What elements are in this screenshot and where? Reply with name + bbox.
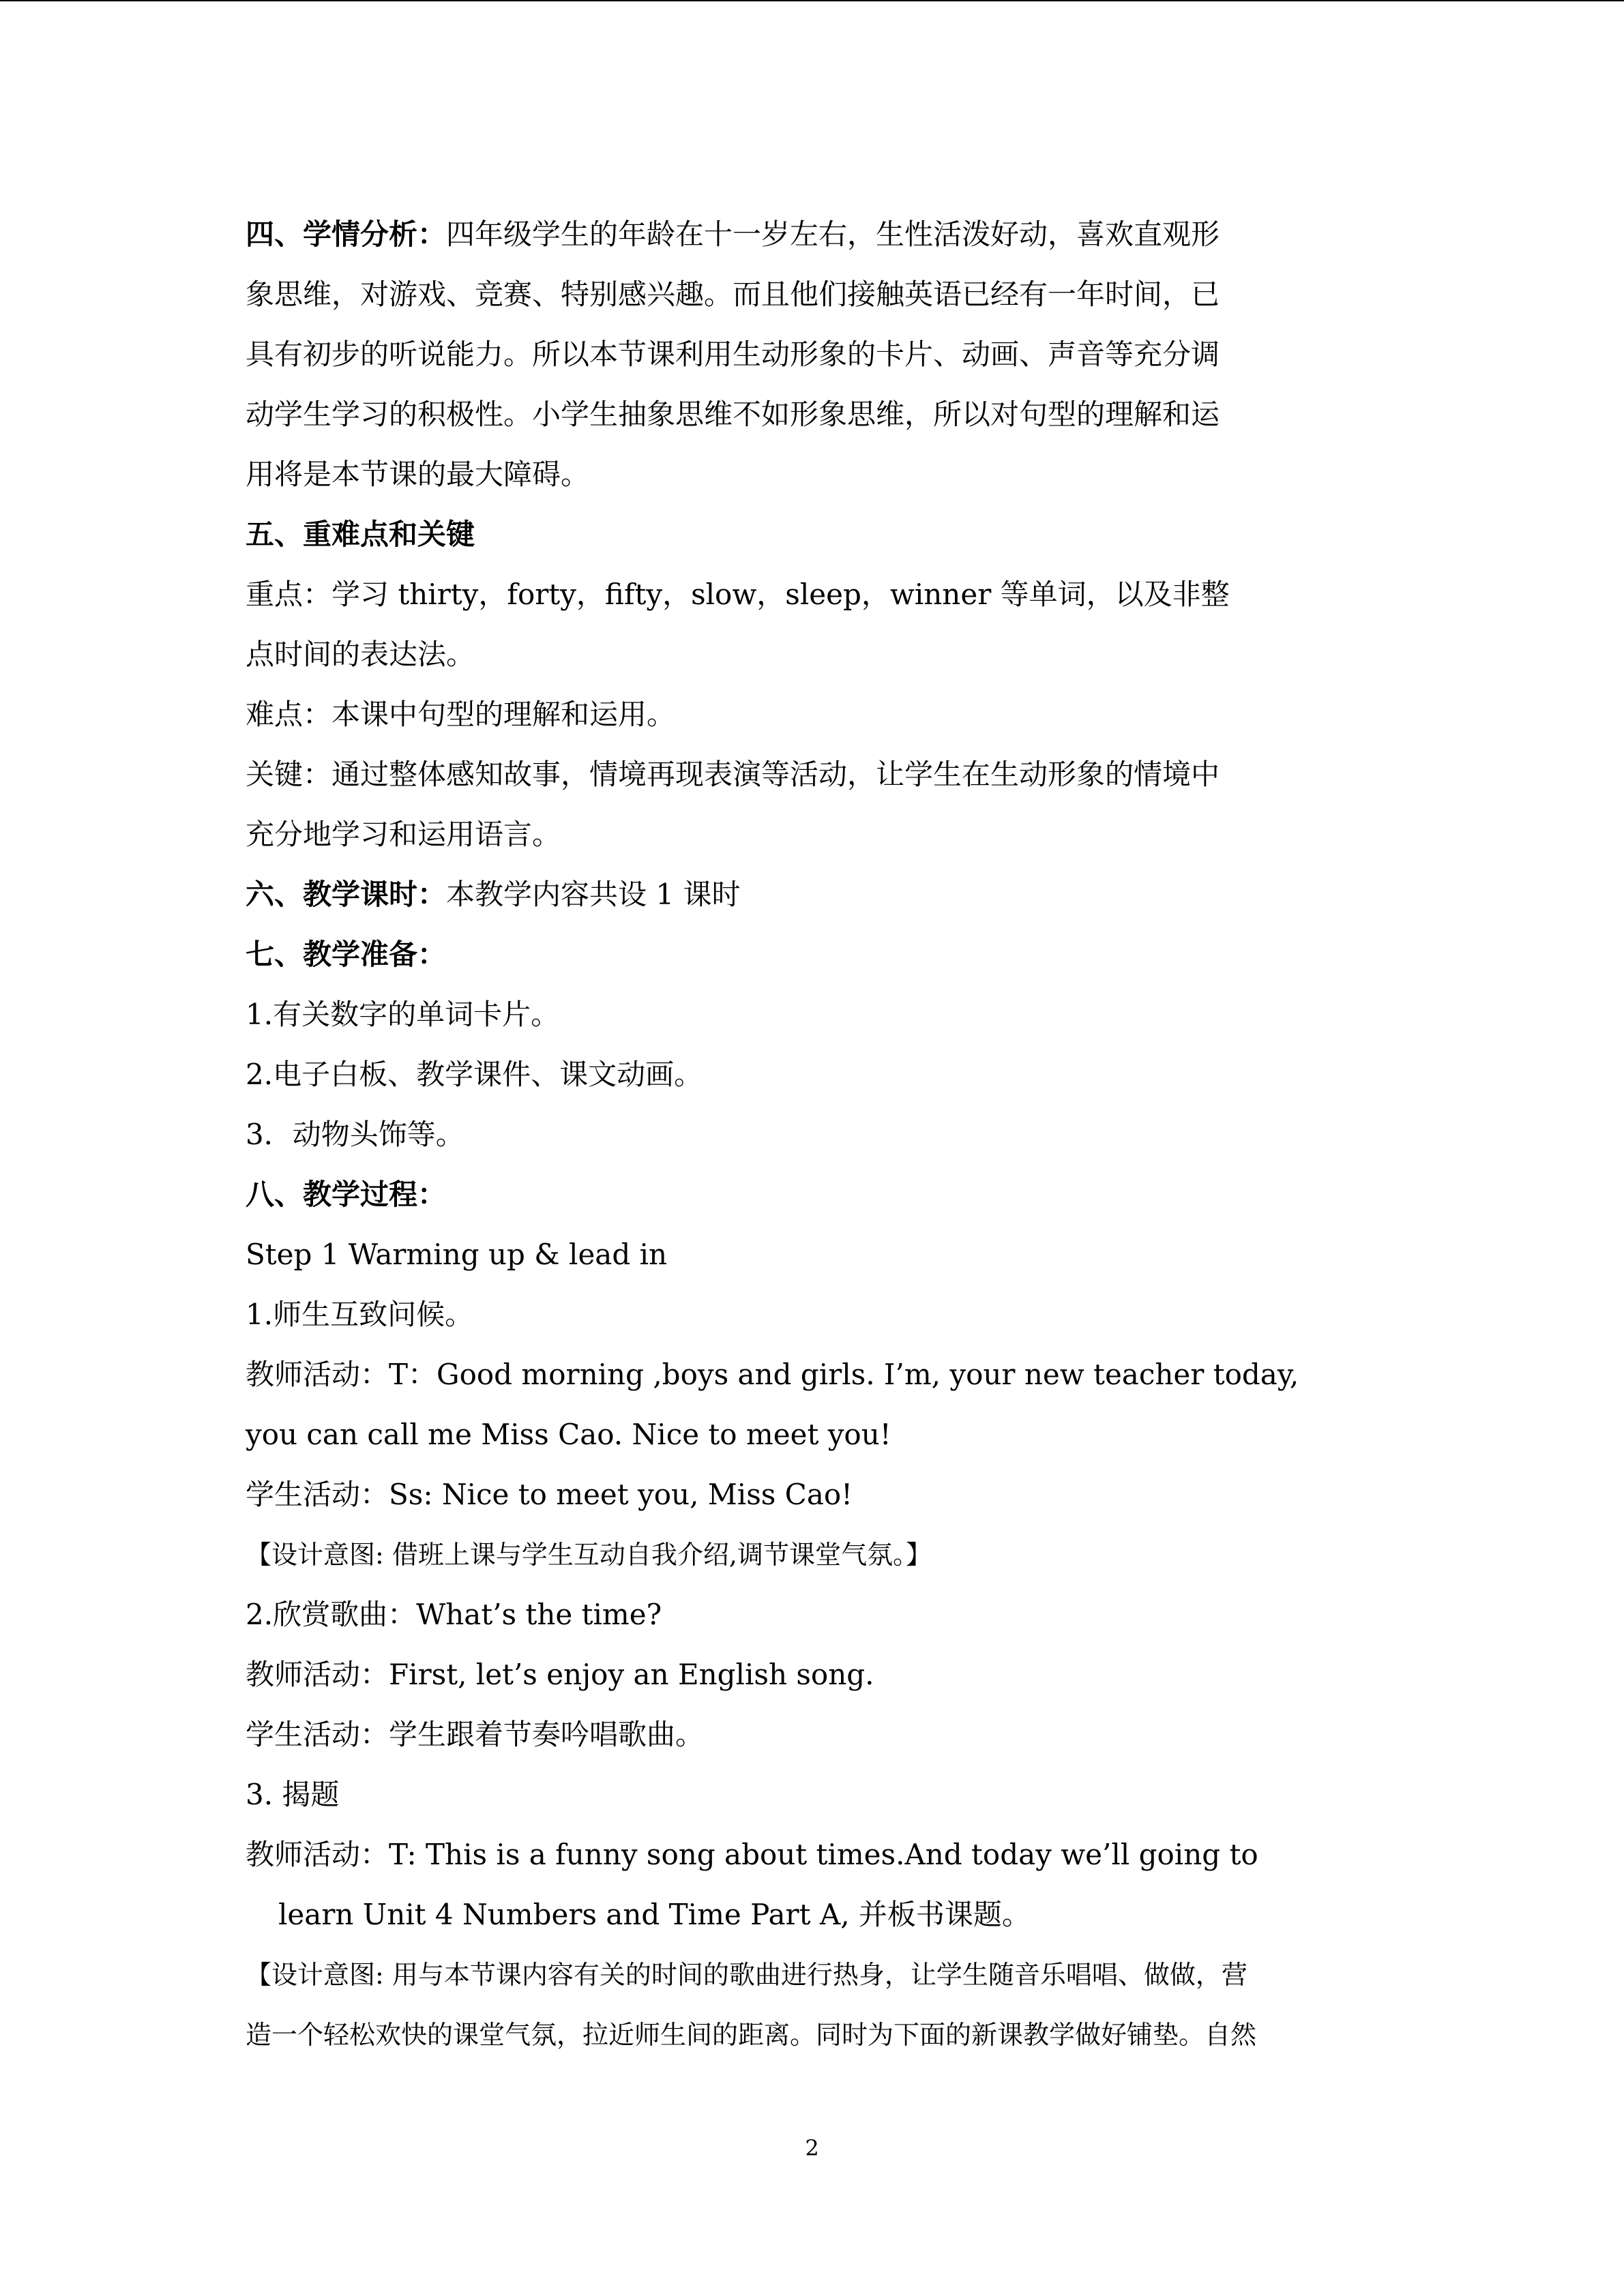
teacher-activity-1a: 教师活动：T：Good morning ,boys and girls. I’m, your new teacher today,	[246, 1358, 1299, 1391]
crux-line2: 充分地学习和运用语言。	[246, 818, 561, 851]
teacher-activity-3b: learn Unit 4 Numbers and Time Part A, 并板书课题。	[278, 1898, 1031, 1931]
teacher-activity-2: 教师活动：First, let’s enjoy an English song.	[246, 1658, 874, 1691]
section6-heading: 六、教学课时：	[246, 878, 447, 911]
section7-heading: 七、教学准备：	[246, 938, 447, 971]
design-intent-1: 【设计意图: 借班上课与学生互动自我介绍,调节课堂气氛。】	[246, 1540, 932, 1570]
section4-line5: 用将是本节课的最大障碍。	[246, 458, 590, 491]
step1-sub1: 1.师生互致问候。	[246, 1298, 474, 1331]
top-border-line	[0, 0, 1624, 1]
design-intent-2b: 造一个轻松欢快的课堂气氛，拉近师生间的距离。同时为下面的新课教学做好铺垫。自然	[246, 2020, 1257, 2050]
design-intent-2a: 【设计意图: 用与本节课内容有关的时间的歌曲进行热身，让学生随音乐唱唱、做做，营	[246, 1960, 1247, 1990]
prep-item-3: 3．动物头饰等。	[246, 1118, 464, 1151]
student-activity-2: 学生活动：学生跟着节奏吟唱歌曲。	[246, 1718, 705, 1751]
section4-line3: 具有初步的听说能力。所以本节课利用生动形象的卡片、动画、声音等充分调	[246, 338, 1220, 371]
difficulty-line: 难点：本课中句型的理解和运用。	[246, 698, 676, 731]
section4-line4: 动学生学习的积极性。小学生抽象思维不如形象思维，所以对句型的理解和运	[246, 398, 1220, 431]
step1-sub3: 3. 揭题	[246, 1778, 340, 1811]
teacher-activity-1b: you can call me Miss Cao. Nice to meet you!	[246, 1418, 891, 1451]
prep-item-1: 1.有关数字的单词卡片。	[246, 998, 560, 1031]
section5-heading: 五、重难点和关键	[246, 518, 475, 551]
key-point-line1: 重点：学习 thirty，forty，fifty，slow，sleep，winner 等单词，以及非整	[246, 578, 1230, 611]
section4-line1	[246, 205, 1391, 265]
page-number: 2	[805, 2135, 819, 2161]
prep-item-2: 2.电子白板、教学课件、课文动画。	[246, 1058, 703, 1091]
section4-line2: 象思维，对游戏、竞赛、特别感兴趣。而且他们接触英语已经有一年时间，已	[246, 278, 1220, 311]
key-point-line2: 点时间的表达法。	[246, 638, 475, 671]
crux-line1: 关键：通过整体感知故事，情境再现表演等活动，让学生在生动形象的情境中	[246, 758, 1220, 791]
section4-heading: 四、学情分析：	[246, 218, 447, 251]
section8-heading: 八、教学过程：	[246, 1178, 447, 1211]
student-activity-1: 学生活动：Ss: Nice to meet you, Miss Cao!	[246, 1478, 853, 1511]
section4-text-1: 四年级学生的年龄在十一岁左右，生性活泼好动，喜欢直观形	[446, 218, 1220, 251]
step1-sub2: 2.欣赏歌曲：What’s the time?	[246, 1598, 662, 1631]
step1-title: Step 1 Warming up & lead in	[246, 1238, 668, 1271]
document-body	[246, 205, 1391, 2065]
section6-line	[246, 865, 1391, 925]
teacher-activity-3a: 教师活动：T: This is a funny song about times.And today we’ll going to	[246, 1838, 1258, 1871]
section6-text: 本教学内容共设 1 课时	[446, 878, 741, 911]
